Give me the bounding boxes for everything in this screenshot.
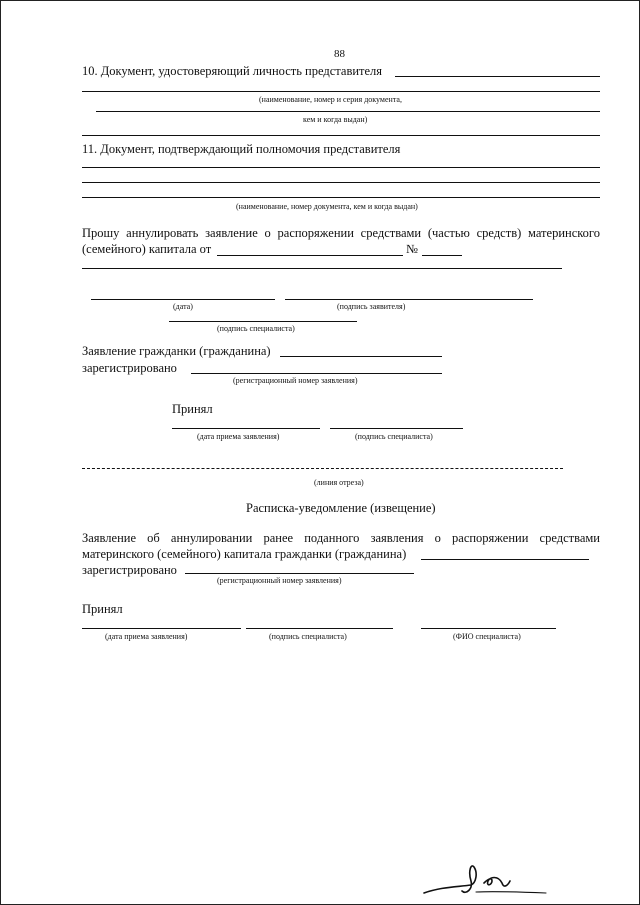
specialist-signature-field[interactable] <box>169 321 357 322</box>
item11-line-2[interactable] <box>82 182 600 183</box>
specialist-signature-caption: (подпись специалиста) <box>217 324 295 333</box>
request-number-sign: № <box>406 242 418 256</box>
cut-line <box>82 468 563 469</box>
request-date-field[interactable] <box>217 255 403 256</box>
handwritten-signature <box>416 859 556 899</box>
receipt-number-field[interactable] <box>185 573 414 574</box>
request-number-field[interactable] <box>422 255 462 256</box>
receipt-specialist-signature-field[interactable] <box>246 628 393 629</box>
page-number: 88 <box>334 48 345 60</box>
item11-line-1[interactable] <box>82 167 600 168</box>
receipt-accepted-label: Принял <box>82 602 123 616</box>
registration-accepted-label: Принял <box>172 402 213 416</box>
item10-line-4[interactable] <box>82 135 600 136</box>
receipt-specialist-signature-caption: (подпись специалиста) <box>269 632 347 641</box>
registration-label-2: зарегистрировано <box>82 361 177 375</box>
item10-caption-2: кем и когда выдан) <box>303 115 368 124</box>
receipt-line-2: материнского (семейного) капитала гражданки (гражданина) <box>82 547 407 561</box>
item10-field-line[interactable] <box>395 76 600 77</box>
registration-label-1: Заявление гражданки (гражданина) <box>82 344 271 358</box>
receipt-accept-date-caption: (дата приема заявления) <box>105 632 188 641</box>
registration-specialist-signature-caption: (подпись специалиста) <box>355 432 433 441</box>
item11-line-3[interactable] <box>82 197 600 198</box>
item11-label: 11. Документ, подтверждающий полномочия представителя <box>82 142 401 156</box>
request-continuation-line[interactable] <box>82 268 562 269</box>
item10-caption-1: (наименование, номер и серия документа, <box>259 95 402 104</box>
receipt-registered-label: зарегистрировано <box>82 563 177 577</box>
request-line-2: (семейного) капитала от <box>82 242 212 256</box>
receipt-specialist-name-caption: (ФИО специалиста) <box>453 632 521 641</box>
item10-label: 10. Документ, удостоверяющий личность представителя <box>82 64 383 78</box>
receipt-number-caption: (регистрационный номер заявления) <box>217 576 342 585</box>
registration-specialist-signature-field[interactable] <box>330 428 463 429</box>
receipt-line-1: Заявление об аннулировании ранее поданного заявления о распоряжении средствами <box>82 531 600 545</box>
receipt-specialist-name-field[interactable] <box>421 628 556 629</box>
registration-applicant-field[interactable] <box>280 356 442 357</box>
registration-number-caption: (регистрационный номер заявления) <box>233 376 358 385</box>
item11-caption: (наименование, номер документа, кем и когда выдан) <box>236 202 418 211</box>
receipt-applicant-field[interactable] <box>421 559 589 560</box>
receipt-accept-date-field[interactable] <box>82 628 241 629</box>
date-caption: (дата) <box>173 302 193 311</box>
item10-line-3[interactable] <box>96 111 600 112</box>
registration-number-field[interactable] <box>191 373 442 374</box>
applicant-signature-caption: (подпись заявителя) <box>337 302 406 311</box>
request-line-1: Прошу аннулировать заявление о распоряжении средствами (частью средств) материнского <box>82 226 600 240</box>
cut-line-caption: (линия отреза) <box>314 478 364 487</box>
registration-accept-date-caption: (дата приема заявления) <box>197 432 280 441</box>
date-field[interactable] <box>91 299 275 300</box>
applicant-signature-field[interactable] <box>285 299 533 300</box>
item10-line-2[interactable] <box>82 91 600 92</box>
receipt-title: Расписка-уведомление (извещение) <box>246 501 436 515</box>
registration-accept-date-field[interactable] <box>172 428 320 429</box>
